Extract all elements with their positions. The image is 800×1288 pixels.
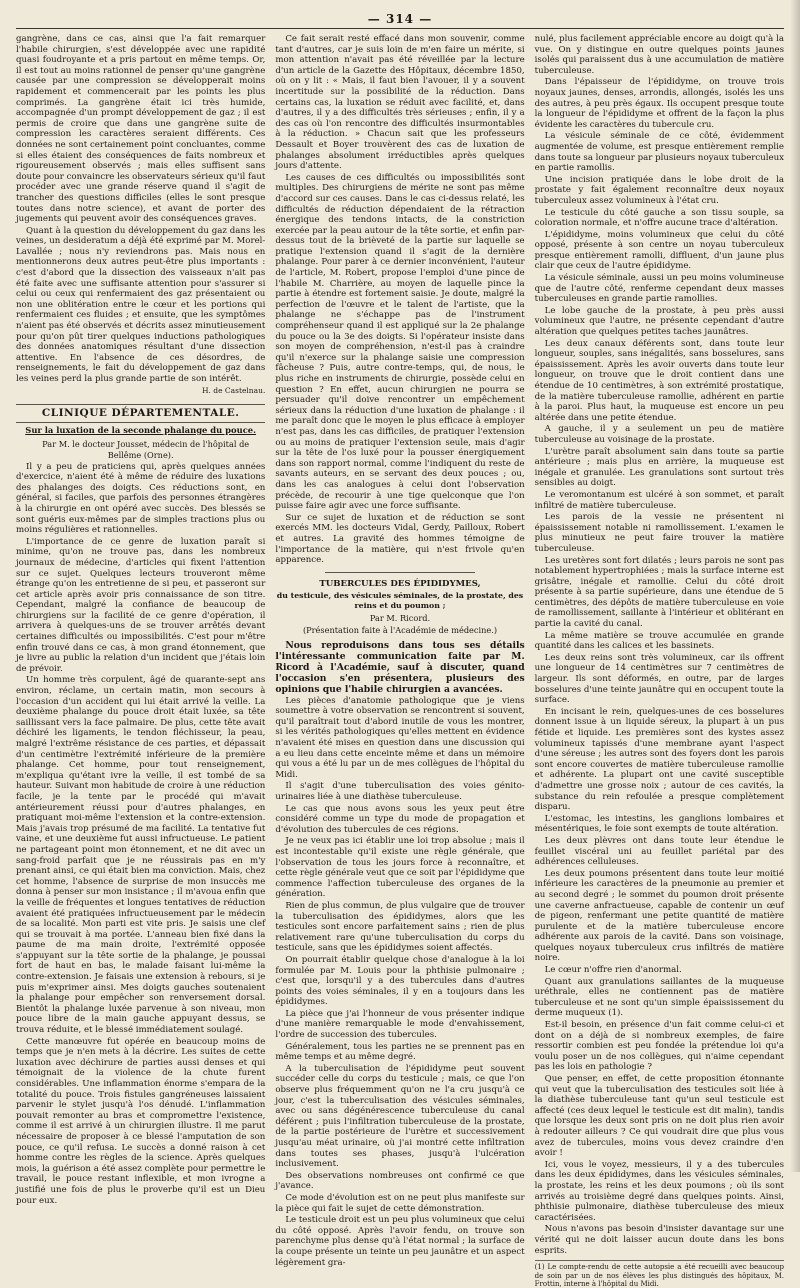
paragraph: Le cas que nous avons sous les yeux peut être considéré comme un type du mode de propagation et d'évolution des tubercules de ces régions. <box>275 803 525 835</box>
columns <box>16 34 784 1288</box>
paragraph: Rien de plus commun, de plus vulgaire que de trouver la tuberculisation des épididymes, alors que les testicules sont encore parfaitement sains ; rien de plus relativement rare qu'une tuberculisation du corps du testicule, sans que les épididymes soient affectés. <box>275 900 525 954</box>
paragraph: Les deux canaux déférents sont, dans toute leur longueur, souples, sans inégalités, sans bosselures, sans épaississement. Après les avoir ouverts dans toute leur longueur, on trouve que le droit contient dans une étendue de 10 centimètres, à son extrémité prostatique, de la matière tuberculeuse ramollie, adhérent en partie à la paroi. Plus haut, la muqueuse est encore un peu altérée dans une petite étendue. <box>534 338 784 423</box>
paragraph: Le testicule droit est un peu plus volumineux que celui du côté opposé. Après l'avoir fendu, on trouve son parenchyme plus dense qu'à l'état normal ; la surface de la coupe présente un teinte un peu jaunâtre et un aspect légèrement gra- <box>275 1215 525 1268</box>
paragraph: Le lobe gauche de la prostate, à peu près aussi volumineux que l'autre, ne présente cependant d'autre altération que quelques petites taches jaunâtres. <box>534 305 784 338</box>
paragraph: Que penser, en effet, de cette proposition étonnante qui veut que la tuberculisation des testicules soit liée à la diathèse tuberculeuse tant qu'un seul testicule est affecté (ces deux lequel le testicule est dit malin), tandis que lorsque les deux sont pris on ne doit plus rien avoir à redouter ailleurs ? Ce qui voudrait dire que plus vous avez de tubercules, moins vous devez craindre d'en avoir ! <box>534 1074 784 1159</box>
paragraph: gangrène, dans ce cas, ainsi que l'a fait remarquer l'habile chirurgien, s'est développée avec une rapidité quasi foudroyante et a pris partout en même temps. Or, il est tout au moins rationnel de penser qu'une gangrène causée par une compression se développerait moins rapidement et commencerait par les points les plus comprimés. La gangrène était ici très humide, accompagnée d'un prompt développement de gaz ; il est permis de croire que dans une gangrène suite de compression les caractères seraient différents. Ces données ne sont certainement point concluantes, comme si elles étaient des conséquences de faits nombreux et rigoureusement observés ; mais elles suffisent sans doute pour convaincre les observateurs sérieux qu'il faut procéder avec une grande réserve quand il s'agit de trancher des questions difficiles (elles le sont presque toutes dans notre science), et avant de porter des jugements qui peuvent avoir des conséquences graves. <box>16 34 266 225</box>
paragraph: Généralement, tous les parties ne se prennent pas en même temps et au même degré. <box>275 1041 525 1063</box>
article-title: TUBERCULES DES ÉPIDIDYMES, <box>319 578 481 589</box>
column-3 <box>534 34 784 1288</box>
paragraph: Quant aux granulations saillantes de la muqueuse uréthrale, elles ne contiennent pas de matière tuberculeuse et ne sont qu'un simple épaississement du derme muqueux (1). <box>534 976 784 1019</box>
footnote: (1) Le compte-rendu de cette autopsie a été recueilli avec beaucoup de soin par un de nos élèves les plus distingués des hôpitaux, M. Frottin, interne à l'hôpital du Midi. <box>535 1260 784 1288</box>
paragraph: Ici, vous le voyez, messieurs, il y a des tubercules dans les deux épididymes, dans les vésicules séminales, la prostate, les reins et les deux poumons ; où ils sont arrivés au troisième degré dans quelques points. Ainsi, phthisie pulmonaire, diathèse tuberculeuse des mieux caractérisées. <box>534 1159 784 1223</box>
paragraph: Les parois de la vessie ne présentent ni épaississement notable ni ramollissement. L'examen le plus minutieux ne peut faire trouver la matière tuberculeuse. <box>534 512 784 554</box>
header-rule <box>16 28 784 29</box>
paragraph: Est-il besoin, en présence d'un fait comme celui-ci et dont on a déjà de si nombreux exemples, de faire ressortir combien est peu fondée la prétendue loi qu'a voulu poser un de nos collègues, qui n'aime cependant pas les lois en pathologie ? <box>534 1020 784 1073</box>
paragraph: Les deux poumons présentent dans toute leur moitié inférieure les caractères de la pneumonie au premier et au second degré ; le sommet du poumon droit présente une caverne anfractueuse, capable de contenir un œuf de pigeon, renfermant une petite quantité de matière purulente et de la matière tuberculeuse encore adhérente aux parois de la cavité. Dans son voisinage, quelques noyaux tuberculeux crus infiltrés de matière noire. <box>534 868 784 964</box>
section-subtitle: Sur la luxation de la seconde phalange du pouce. <box>25 424 257 435</box>
paragraph: On pourrait établir quelque chose d'analogue à la loi formulée par M. Louis pour la phthisie pulmonaire ; c'est que, lorsqu'il y a des tubercules dans d'autres points des voies séminales, il y en a toujours dans les épididymes. <box>275 954 525 1008</box>
paragraph: Le cœur n'offre rien d'anormal. <box>544 965 682 976</box>
paragraph: Dans l'épaisseur de l'épididyme, on trouve trois noyaux jaunes, denses, arrondis, allongés, isolés les uns des autres, à peu près égaux. Ils occupent presque toute la longueur de l'épididyme et offrent de la façon la plus évidente les caractères du tubercule cru. <box>534 77 784 130</box>
article-subtitle: du testicule, des vésicules séminales, de la prostate, des reins et du poumon ; <box>276 591 524 610</box>
paragraph: nulé, plus facilement appréciable encore au doigt qu'à la vue. On y distingue en outre quelques points jaunes isolés qui paraissent dus à une accumulation de matière tuberculeuse. <box>534 34 784 76</box>
column-1 <box>16 34 266 1206</box>
paragraph: L'épididyme, moins volumineux que celui du côté opposé, présente à son centre un noyau tuberculeux presque entièrement ramolli, diffluent, d'un jaune plus clair que ceux de l'autre épididyme. <box>534 229 784 272</box>
divider <box>325 572 475 573</box>
paragraph: La même matière se trouve accumulée en grande quantité dans les calices et les bassinets. <box>534 630 784 652</box>
paragraph: Les deux reins sont très volumineux, car ils offrent une longueur de 14 centimètres sur 7 centimètres de largeur. Ils sont déformés, en outre, par de larges bosselures d'une teinte jaunâtre qui en occupent toute la surface. <box>534 652 784 706</box>
article-byline: Par M. Ricord. <box>369 613 431 624</box>
page-number: — 314 — <box>367 12 433 26</box>
paragraph: L'estomac, les intestins, les ganglions lombaires et mésentériques, le foie sont exempts de toute altération. <box>534 813 784 835</box>
paragraph: Les causes de ces difficultés ou impossibilités sont multiples. Des chirurgiens de mérite ne sont pas même d'accord sur ces causes. Dans le cas ci-dessus relaté, les difficultés de réduction dépendaient de la rétraction énergique des tendons intacts, de la constriction exercée par la peau autour de la tête sortie, et enfin par-dessus tout de la brièveté de la partie sur laquelle se pratique l'extension quand il s'agit de la dernière phalange. Pour parer à ce dernier inconvénient, l'auteur de l'article, M. Robert, propose l'emploi d'une pince de l'habile M. Charrière, au moyen de laquelle pince la partie à étendre est fortement saisie. Je doute, malgré la perfection de l'œuvre et le talent de l'artiste, que la phalange ne s'échappe pas de l'instrument compréhenseur quand il est appliqué sur la 2e phalange du pouce ou la 3e des doigts. Si l'opérateur insiste dans son moyen de compréhension, n'est-il pas à craindre qu'il n'exerce sur la phalange saisie une compression fâcheuse ? Puis, autre contre-temps, qui, de nous, le plus riche en instruments de chirurgie, possède celui en question ? En effet, aucun chirurgien ne pourra se persuader qu'il doive rencontrer un empêchement sérieux dans la réduction d'une luxation de phalange : il me paraît donc que le moyen le plus efficace à employer n'est pas, dans les cas difficiles, de pratiquer l'extension ou au moins de pratiquer l'extension seule, mais d'agir sur la tête de l'os luxé pour la pousser énergiquement dans son rapport normal, comme l'indiquent du reste de savants auteurs, en se servant des deux pouces ; ou, dans les cas analogues à celui dont l'observation précède, de recourir à une tige quelconque que l'on puisse faire agir avec une force suffisante. <box>275 172 525 512</box>
paragraph: Les deux plèvres ont dans toute leur étendue le feuillet viscéral uni au feuillet pariétal par des adhérences celluleuses. <box>534 835 784 868</box>
paragraph: L'importance de ce genre de luxation paraît si minime, qu'on ne trouve pas, dans les nombreux journaux de médecine, d'articles qui fixent l'attention sur ce sujet. Quelques lecteurs trouveront même étrange qu'on les entretienne de si peu, et passeront sur cet article après avoir pris connaissance de son titre. Cependant, malgré la confiance de beaucoup de chirurgiens sur la facilité de ce genre d'opération, il arrivera à quelques-uns de se trouver arrêtés devant certaines difficultés ou impossibilités. C'est pour m'être enfin trouvé dans ce cas, à mon grand étonnement, que je livre au public la relation d'un incident que j'étais loin de prévoir. <box>16 536 266 674</box>
page-edge-shadow <box>790 0 800 1172</box>
paragraph: La pièce que j'ai l'honneur de vous présenter indique d'une manière remarquable le mode d'envahissement, l'ordre de succession des tubercules. <box>275 1008 525 1041</box>
paragraph: Des observations nombreuses ont confirmé ce que j'avance. <box>275 1170 525 1192</box>
paragraph: Nous n'avons pas besoin d'insister davantage sur une vérité qui ne doit laisser aucun doute dans les bons esprits. <box>534 1224 784 1256</box>
paragraph: Cette manœuvre fut opérée en beaucoup moins de temps que je n'en mets à la décrire. Les suites de cette luxation avec déchirure de parties aussi denses et qui témoignait de la violence de la chute furent considérables. Une inflammation énorme s'empara de la totalité du pouce. Trois fistules gangréneuses laissaient parvenir le stylet jusqu'à l'os dénudé. L'inflammation pouvait remonter au bras et compromettre l'existence, comme il est arrivé à un chirurgien illustre. Il me parut nécessaire de proposer à ce blessé l'amputation de son pouce, ce qu'il refusa. Le succès a donné raison à cet homme contre les règles de la science. Après quelques mois, la guérison a été assez complète pour permettre le travail, le pouce restant inflexible, et mon ivrogne a justifié une fois de plus le proverbe qu'il est un Dieu pour eux. <box>16 1036 266 1206</box>
paragraph: Quant à la question du développement du gaz dans les veines, un desideratum a déjà été exprimé par M. Morel-Lavallée ; nous n'y reviendrons pas. Mais nous en mentionnerons deux autres peut-être plus importants : c'est d'abord que la dissection des vaisseaux n'ait pas été faite avec une suffisante attention pour s'assurer si celui ou ceux qui renfermaient des gaz présentaient ou non une oblitération entre le cœur et les portions qui renfermaient ces fluides ; et ensuite, que les symptômes n'aient pas été observés et décrits assez minutieusement pour qu'on pût tirer quelques inductions pathologiques des données anatomiques résultant d'une dissection attentive. En l'absence de ces désordres, de renseignements, le fait du développement de gaz dans les veines perd la plus grande partie de son intérêt. <box>16 225 266 384</box>
paragraph: Les uretères sont fort dilatés ; leurs parois ne sont pas notablement hypertrophiées ; mais la surface interne est grisâtre, inégale et ramollie. Celui du côté droit présente à sa partie supérieure, dans une étendue de 5 centimètres, des dépôts de matière tuberculeuse en voie de ramollissement, saillante à l'intérieur et oblitérant en partie la cavité du canal. <box>534 555 784 630</box>
lead-paragraph: Nous reproduisons dans tous ses détails l'intéressante communication faite par M. Ricord à l'Académie, sauf à discuter, quand l'occasion s'en présentera, plusieurs des opinions que l'habile chirurgien a avancées. <box>275 639 525 695</box>
page-header <box>16 0 784 30</box>
paragraph: Je ne veux pas ici établir une loi trop absolue ; mais il est incontestable qu'il existe une règle générale, que l'observation de tous les jours force à reconnaître, et cette règle générale veut que ce soit par l'épididyme que commence l'affection tuberculeuse des organes de la génération. <box>275 836 525 900</box>
paragraph: Un homme très corpulent, âgé de quarante-sept ans environ, réclame, un certain matin, mon secours à l'occasion d'un accident qui lui était arrivé la veille. La deuxième phalange du pouce droit était luxée, sa tête saillissant vers la face palmaire. De plus, cette tête avait déchiré les ligaments, le tendon fléchisseur, la peau, malgré l'extrême résistance de ces parties, et dépassait d'un centimètre l'extrémité inférieure de la première phalange. Cet homme, pour tout renseignement, m'expliqua qu'étant ivre la veille, il est tombé de sa hauteur. Suivant mon habitude de croire à une réduction facile, je la tente par le procédé qui m'avait antérieurement réussi pour d'autres phalanges, en pratiquant moi-même l'extension et la contre-extension. Mais j'avais trop présumé de ma facilité. La tentative fut vaine, et une deuxième fut aussi infructueuse. Le patient ne partageant point mon étonnement, et ne dit avec un sang-froid parfait que je ne réussirais pas en m'y prenant ainsi, ce qui était bien ma conviction. Mais, chez cet homme, l'absence de surprise de mon insuccès me donna à penser sur mon insistance ; il m'avoua enfin que la veille de fréquentes et longues tentatives de réduction avaient été pratiquées infructueusement par le médecin de sa localité. Mon parti est vite pris. Je saisis une clef qui se trouvait à ma portée. L'anneau bien fixé dans la paume de ma main droite, l'extrémité opposée s'appuyant sur la tête sortie de la phalange, je poussai fort de haut en bas, le malade faisant lui-même la contre-extension. Je faisais une extension à rebours, si je puis m'exprimer ainsi. Mes doigts gauches soutenaient la phalange pour empêcher son renversement dorsal. Bientôt la phalange luxée parvenue à son niveau, mon pouce libre de la main gauche appuyant dessus, se trouva réduite, et le blessé immédiatement soulagé. <box>16 675 266 1036</box>
paragraph: A gauche, il y a seulement un peu de matière tuberculeuse au voisinage de la prostate. <box>534 424 784 445</box>
article-lead <box>275 640 524 695</box>
paragraph: A la tuberculisation de l'épididyme peut souvent succéder celle du corps du testicule ; mais, ce que l'on observe plus fréquemment qu'on ne l'a cru jusqu'à ce jour, c'est la tuberculisation des vésicules séminales, avec ou sans dégénérescence tuberculeuse du canal déférent ; puis l'infiltration tuberculeuse de la prostate, de la partie postérieure de l'urètre et successivement jusqu'au méat urinaire, où j'ai montré cette infiltration dans toutes ses phases, jusqu'à l'ulcération inclusivement. <box>275 1063 525 1170</box>
section-title: CLINIQUE DÉPARTEMENTALE. <box>16 404 265 423</box>
article-note: (Présentation faite à l'Académie de médecine.) <box>302 625 498 636</box>
paragraph: Le veromontanum est ulcéré à son sommet, et paraît infiltré de matière tuberculeuse. <box>534 489 784 511</box>
paragraph: L'urètre paraît absolument sain dans toute sa partie antérieure ; mais plus en arrière, la muqueuse est inégale et granulée. Les granulations sont surtout très sensibles au doigt. <box>534 446 784 489</box>
paragraph: Les pièces d'anatomie pathologique que je viens soumettre à votre observation se rencontrent si souvent, qu'il paraîtrait tout d'abord inutile de vous les montrer, si les vérités pathologiques qu'elles mettent en évidence n'avaient été mises en question dans une discussion qui a eu lieu dans cette enceinte même et dans un mémoire qui vous a été lu par un de mes collègues de l'hôpital du Midi. <box>275 695 525 780</box>
paragraph: Le testicule du côté gauche a son tissu souple, sa coloration normale, et n'offre aucune trace d'altération. <box>534 207 784 229</box>
byline: Par M. le docteur Jousset, médecin de l'hôpital de Bellême (Orne). <box>42 439 250 460</box>
paragraph: Ce mode d'évolution est on ne peut plus manifeste sur la pièce qui fait le sujet de cette démonstration. <box>275 1192 525 1214</box>
paragraph: En incisant le rein, quelques-unes de ces bosselures donnent issue à un liquide séreux, la plupart à un pus fétide et liquide. Les premières sont des kystes assez volumineux tapissés d'une membrane ayant l'aspect d'une séreuse ; les autres sont des foyers dont les parois sont encore couvertes de matière tuberculeuse ramollie et adhérente. La plupart ont une cavité susceptible d'admettre une grosse noix ; autour de ces cavités, la substance du rein refoulée a presque complètement disparu. <box>534 706 784 813</box>
paragraph: Il s'agit d'une tuberculisation des voies génito-urinaires liée à une diathèse tuberculeuse. <box>275 781 525 802</box>
paragraph: La vésicule séminale de ce côté, évidemment augmentée de volume, est presque entièrement remplie dans toute sa longueur par plusieurs noyaux tuberculeux en partie ramollis. <box>534 131 784 174</box>
paragraph: Ce fait serait resté effacé dans mon souvenir, comme tant d'autres, car je suis loin de m'en faire un mérite, si mon attention n'avait pas été réveillée par la lecture d'un article de la Gazette des Hôpitaux, décembre 1850, où on y lit : « Mais, il faut bien l'avouer, il y a souvent incertitude sur la possibilité de la réduction. Dans certains cas, la luxation se réduit avec facilité, et, dans d'autres, il y a des difficultés très sérieuses ; enfin, il y a des cas où l'on rencontre des difficultés insurmontables à la réduction. » Chacun sait que les professeurs Dessault et Boyer trouvèrent des cas de luxation de phalanges absolument irréductibles après quelques jours d'attente. <box>275 34 525 172</box>
author-signature: H. de Castelnau. <box>201 385 266 395</box>
paragraph: Une incision pratiquée dans le lobe droit de la prostate y fait également reconnaître deux noyaux tuberculeux assez volumineux à l'état cru. <box>534 174 784 206</box>
column-2 <box>275 34 525 1268</box>
paragraph: Sur ce sujet de luxation et de réduction se sont exercés MM. les docteurs Vidal, Gerdy, Pailloux, Robert et autres. La gravité des hommes témoigne de l'importance de la matière, qui n'est frivole qu'en apparence. <box>275 512 525 566</box>
paragraph: Il y a peu de praticiens qui, après quelques années d'exercice, n'aient été à même de réduire des luxations des phalanges des doigts. Ces réductions sont, en général, si faciles, que parfois des personnes étrangères à la chirurgie en ont opéré avec succès. Des blessés se sont guéris eux-mêmes par de simples tractions plus ou moins régulières et rationnelles. <box>16 461 266 536</box>
paragraph: La vésicule séminale, aussi un peu moins volumineuse que de l'autre côté, renferme cependant deux masses tuberculeuses en grande partie ramollies. <box>534 273 784 305</box>
